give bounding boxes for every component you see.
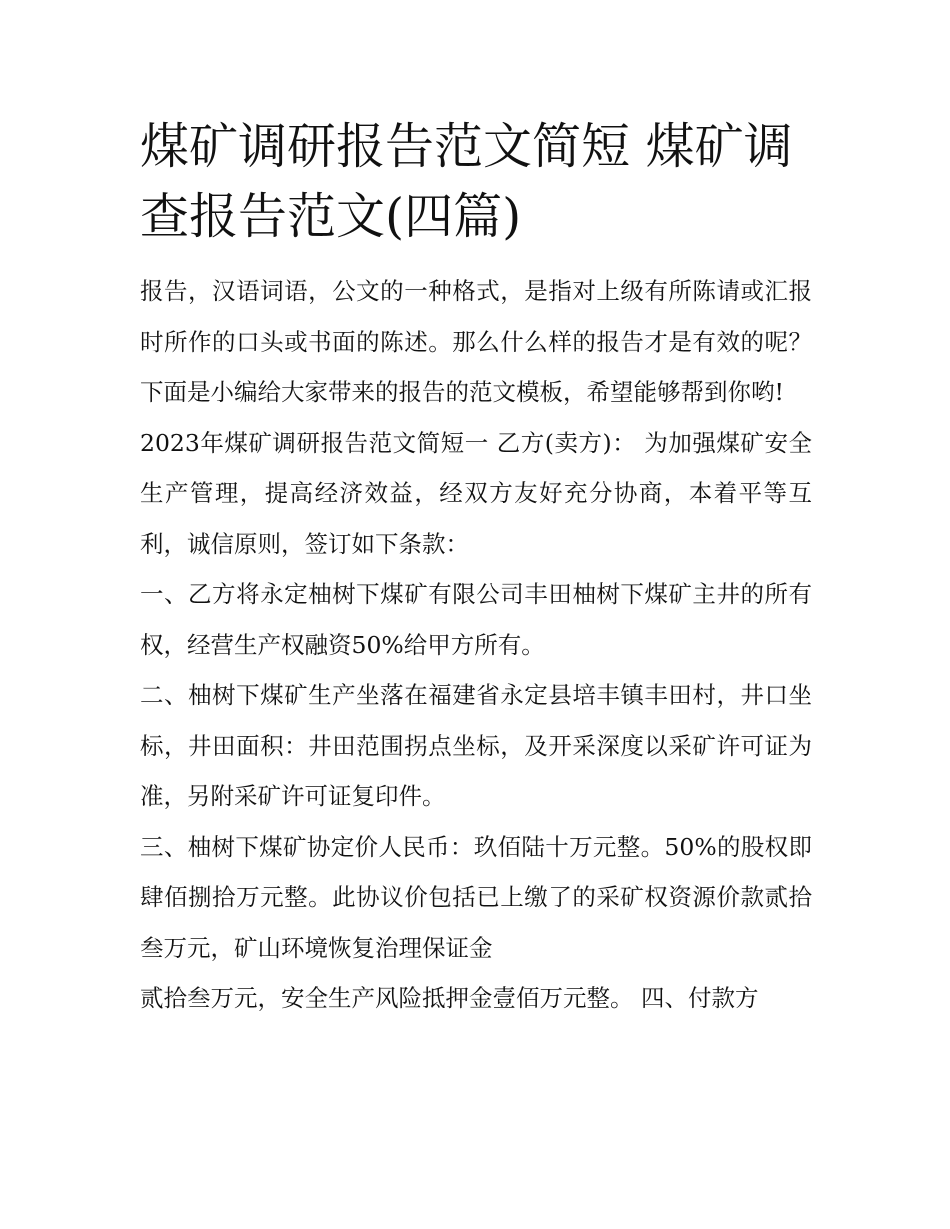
paragraph-clause-1: 一、乙方将永定柚树下煤矿有限公司丰田柚树下煤矿主井的所有权，经营生产权融资50%给甲方所有。 xyxy=(140,580,812,659)
document-body xyxy=(140,266,812,1024)
paragraph-clause-3-continued: 贰拾叁万元，安全生产风险抵押金壹佰万元整。 四、付款方 xyxy=(140,984,759,1012)
document-page xyxy=(140,112,812,1024)
paragraph-contract-preamble: 2023年煤矿调研报告范文简短一 乙方(卖方)： 为加强煤矿安全生产管理，提高经济效益，经双方友好充分协商，本着平等互利，诚信原则，签订如下条款： xyxy=(140,428,812,558)
paragraph-intro: 报告，汉语词语，公文的一种格式，是指对上级有所陈请或汇报时所作的口头或书面的陈述。那么什么样的报告才是有效的呢？下面是小编给大家带来的报告的范文模板，希望能够帮到你哟! xyxy=(140,277,812,406)
paragraph-clause-3: 三、柚树下煤矿协定价人民币：玖佰陆十万元整。50%的股权即肆佰捌拾万元整。此协议价包括已上缴了的采矿权资源价款贰拾叁万元，矿山环境恢复治理保证金 xyxy=(140,832,812,962)
paragraph-clause-2: 二、柚树下煤矿生产坐落在福建省永定县培丰镇丰田村，井口坐标，井田面积：井田范围拐点坐标，及开采深度以采矿许可证为准，另附采矿许可证复印件。 xyxy=(140,681,812,810)
document-title: 煤矿调研报告范文简短 煤矿调查报告范文(四篇) xyxy=(140,118,793,245)
